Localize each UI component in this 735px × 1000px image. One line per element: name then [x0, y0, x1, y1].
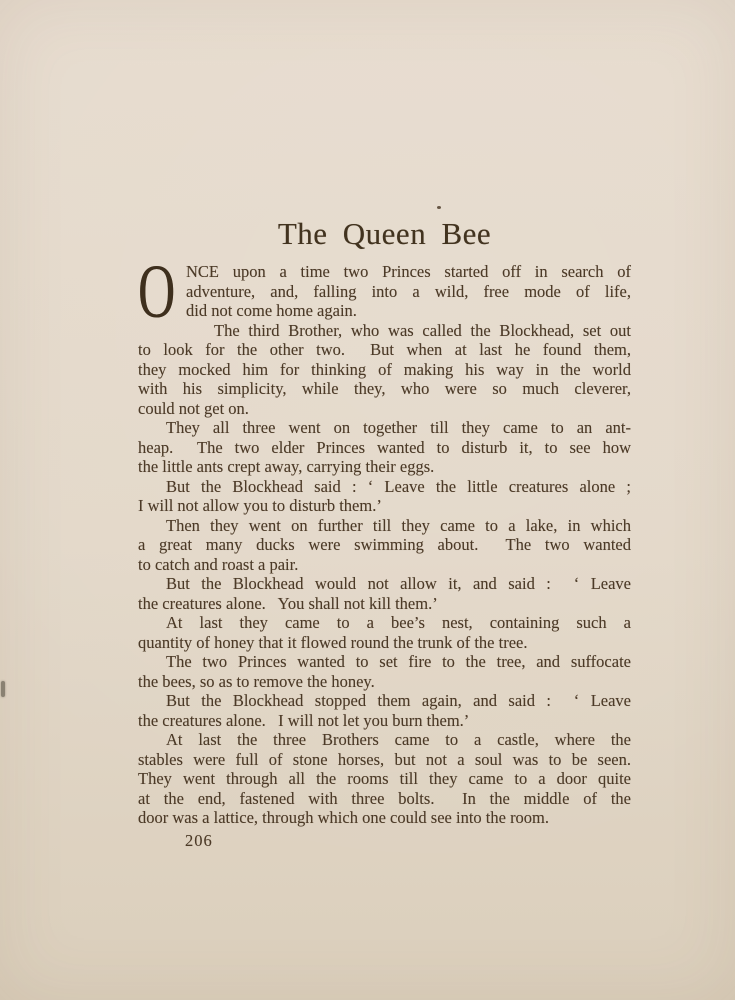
page-number: 206 [185, 830, 213, 850]
text-line: I will not allow you to disturb them.’ [138, 496, 382, 515]
text-line: did not come home again. [186, 301, 357, 320]
text-line: Then they went on further till they came to a lake, in which [166, 515, 631, 535]
text-line: to catch and roast a pair. [138, 554, 299, 574]
text-line: the creatures alone. You shall not kill them.’ [138, 593, 438, 613]
paragraph [138, 574, 631, 613]
paragraph [138, 321, 631, 419]
text-line: At last the three Brothers came to a castle, where the [166, 730, 631, 749]
text-line: stables were full of stone horses, but not a soul was to be seen. [138, 749, 631, 769]
text-line: to look for the other two. But when at last he found them, [138, 340, 631, 359]
text-block [138, 250, 631, 850]
drop-cap-letter: O [138, 250, 176, 334]
text-line: NCE upon a time two Princes started off in search of [186, 262, 631, 281]
text-line: But the Blockhead would not allow it, and said : ‘ Leave [166, 574, 631, 593]
paragraph [138, 418, 631, 477]
text-line: at the end, fastened with three bolts. In the middle of the [138, 788, 631, 808]
text-line: could not get on. [138, 398, 249, 418]
text-line: with his simplicity, while they, who were so much cleverer, [138, 379, 631, 398]
text-line: But the Blockhead stopped them again, and said : ‘ Leave [166, 691, 631, 710]
text-line: adventure, and, falling into a wild, free mode of life, [186, 281, 631, 301]
paragraph [138, 516, 631, 575]
edge-smudge [1, 681, 5, 697]
paragraph [138, 613, 631, 652]
paragraph [138, 652, 631, 691]
text-line: the creatures alone. I will not let you burn them.’ [138, 710, 470, 730]
text-line: At last they came to a bee’s nest, containing such a [166, 613, 631, 632]
text-line: They all three went on together till they came to an ant- [166, 418, 631, 437]
paragraph [138, 477, 631, 516]
text-line: a great many ducks were swimming about. The two wanted [138, 535, 631, 554]
text-line: quantity of honey that it flowed round the trunk of the tree. [138, 632, 528, 652]
text-line: The third Brother, who was called the Blockhead, set out [214, 320, 631, 340]
page-title: The Queen Bee [277, 216, 492, 251]
drop-cap [138, 250, 182, 334]
text-line: They went through all the rooms till they came to a door quite [138, 769, 631, 788]
text-line: heap. The two elder Princes wanted to disturb it, to see how [138, 437, 631, 457]
text-line: they mocked him for thinking of making his way in the world [138, 359, 631, 379]
paragraph [138, 691, 631, 730]
text-line: The two Princes wanted to set fire to the tree, and suffocate [166, 652, 631, 671]
stray-ink-dot [437, 206, 441, 209]
text-line: the bees, so as to remove the honey. [138, 671, 375, 691]
text-line: door was a lattice, through which one could see into the room. [138, 808, 550, 827]
text-line: But the Blockhead said : ‘ Leave the little creatures alone ; [166, 476, 631, 496]
text-line: the little ants crept away, carrying their eggs. [138, 457, 435, 476]
paragraph [138, 730, 631, 828]
